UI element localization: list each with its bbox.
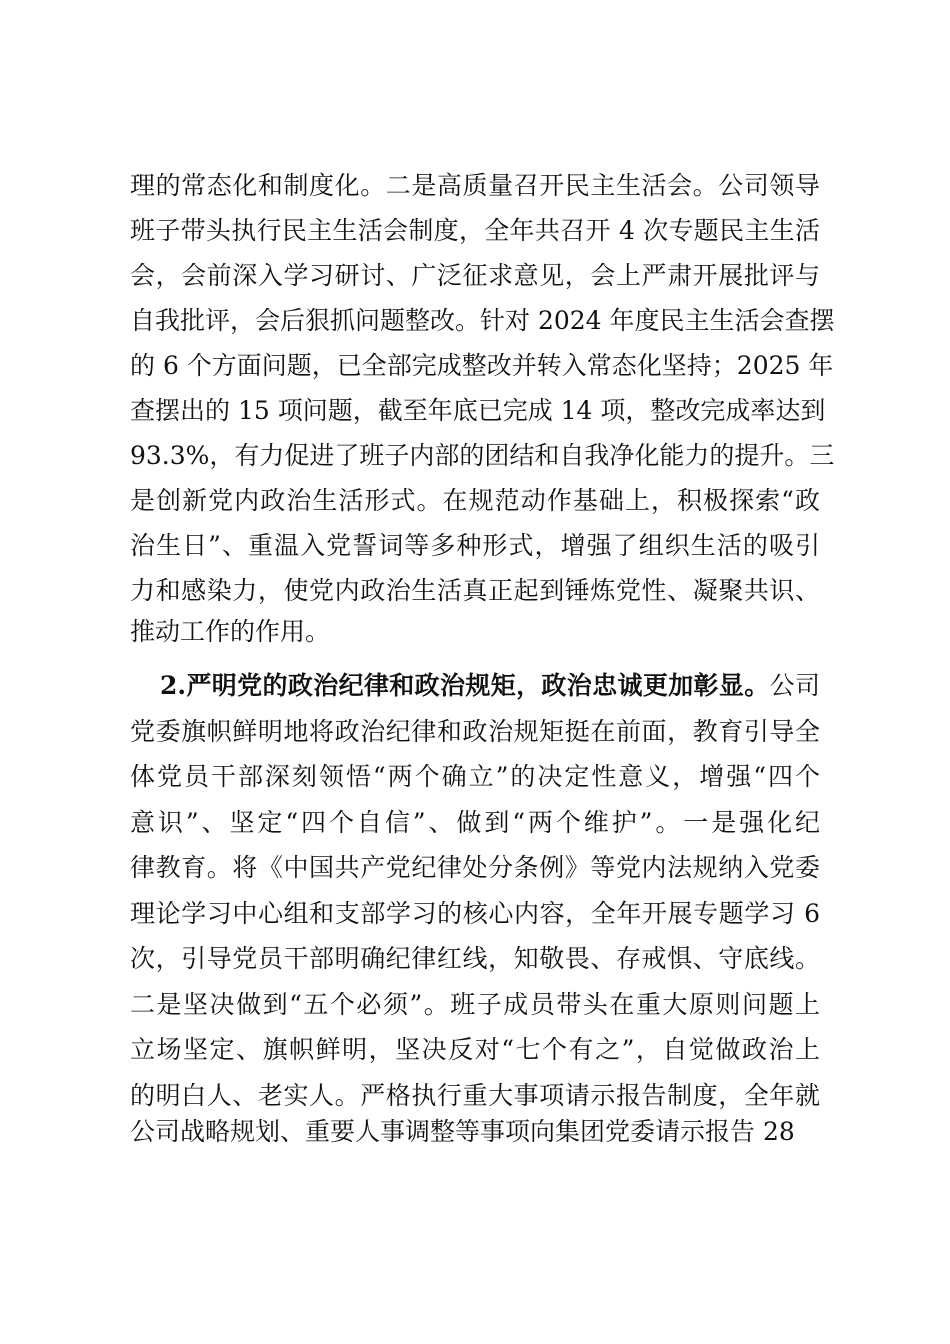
text-line: 次，引导党员干部明确纪律红线，知敬畏、存戒惧、守底线。 (130, 944, 820, 973)
text-line: 查摆出的 15 项问题，截至年底已完成 14 项，整改完成率达到 (130, 396, 826, 425)
text-line: 推动工作的作用。 (130, 617, 331, 646)
text-fragment: 公司 (769, 671, 820, 700)
text-line: 是创新党内政治生活形式。在规范动作基础上，积极探索“政 (130, 486, 820, 515)
heading-line (160, 671, 820, 701)
text-line: 的 6 个方面问题，已全部完成整改并转入常态化坚持；2025 年 (130, 351, 834, 380)
text-line: 自我批评，会后狠抓问题整改。针对 2024 年度民主生活会查摆 (130, 306, 835, 335)
text-line: 意识”、坚定“四个自信”、做到“两个维护”。一是强化纪 (130, 808, 820, 837)
text-line: 律教育。将《中国共产党纪律处分条例》等党内法规纳入党委 (130, 853, 820, 882)
text-line: 力和感染力，使党内政治生活真正起到锤炼党性、凝聚共识、 (130, 576, 820, 605)
text-line: 治生日”、重温入党誓词等多种形式，增强了组织生活的吸引 (130, 531, 820, 560)
text-line: 93.3%，有力促进了班子内部的团结和自我净化能力的提升。三 (130, 441, 835, 470)
section-heading: 2.严明党的政治纪律和政治规矩，政治忠诚更加彰显。 (160, 671, 770, 700)
text-line: 理论学习中心组和支部学习的核心内容，全年开展专题学习 6 (130, 899, 820, 928)
text-line: 体党员干部深刻领悟“两个确立”的决定性意义，增强“四个 (130, 762, 820, 791)
text-line: 会，会前深入学习研讨、广泛征求意见，会上严肃开展批评与 (130, 261, 820, 290)
text-line: 党委旗帜鲜明地将政治纪律和政治规矩挺在前面，教育引导全 (130, 717, 820, 746)
text-line: 公司战略规划、重要人事调整等事项向集团党委请示报告 28 (130, 1117, 795, 1146)
text-line: 的明白人、老实人。严格执行重大事项请示报告制度，全年就 (130, 1081, 820, 1110)
text-line: 理的常态化和制度化。二是高质量召开民主生活会。公司领导 (130, 171, 820, 200)
text-line: 二是坚决做到“五个必须”。班子成员带头在重大原则问题上 (130, 990, 820, 1019)
text-line: 立场坚定、旗帜鲜明，坚决反对“七个有之”，自觉做政治上 (130, 1035, 820, 1064)
text-line: 班子带头执行民主生活会制度，全年共召开 4 次专题民主生活 (130, 216, 820, 245)
